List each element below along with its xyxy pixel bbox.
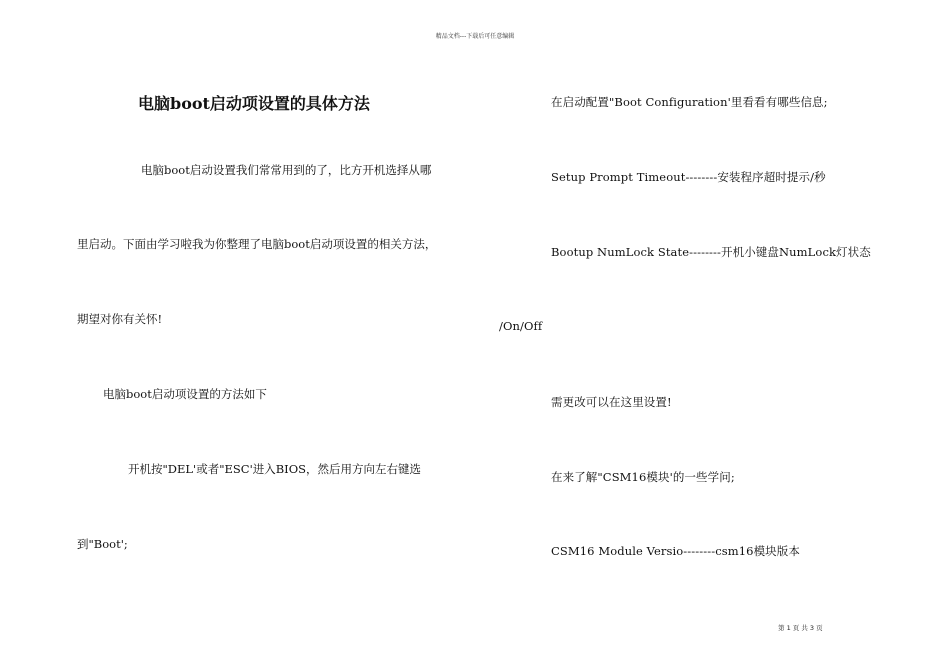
paragraph-line: CSM16 Module Versio--------csm16模块版本 [551, 544, 800, 558]
section-heading: 电脑boot启动项设置的方法如下 [103, 387, 267, 401]
document-title: 电脑boot启动项设置的具体方法 [138, 94, 370, 113]
page-number: 第 1 页 共 3 页 [778, 624, 823, 632]
paragraph-line: 里启动。下面由学习啦我为你整理了电脑boot启动项设置的相关方法， [77, 237, 437, 251]
paragraph-line: 需更改可以在这里设置! [551, 395, 672, 409]
paragraph-line: 在来了解"CSM16模块'的一些学问; [551, 470, 735, 484]
paragraph-line: 在启动配置"Boot Configuration'里看看有哪些信息; [551, 95, 828, 109]
paragraph-line: /On/Off [499, 319, 543, 333]
paragraph-line: 电脑boot启动设置我们常常用到的了，比方开机选择从哪 [141, 163, 432, 177]
paragraph-line: 期望对你有关怀! [77, 312, 163, 326]
paragraph-line: Setup Prompt Timeout--------安装程序超时提示/秒 [551, 170, 826, 184]
paragraph-line: 到"Boot'; [77, 537, 128, 551]
paragraph-line: 开机按"DEL'或者"ESC'进入BIOS，然后用方向左右键选 [128, 462, 422, 476]
page-header: 精品文档---下载后可任意编辑 [435, 33, 515, 40]
paragraph-line: Bootup NumLock State--------开机小键盘NumLock灯状态 [551, 245, 871, 259]
